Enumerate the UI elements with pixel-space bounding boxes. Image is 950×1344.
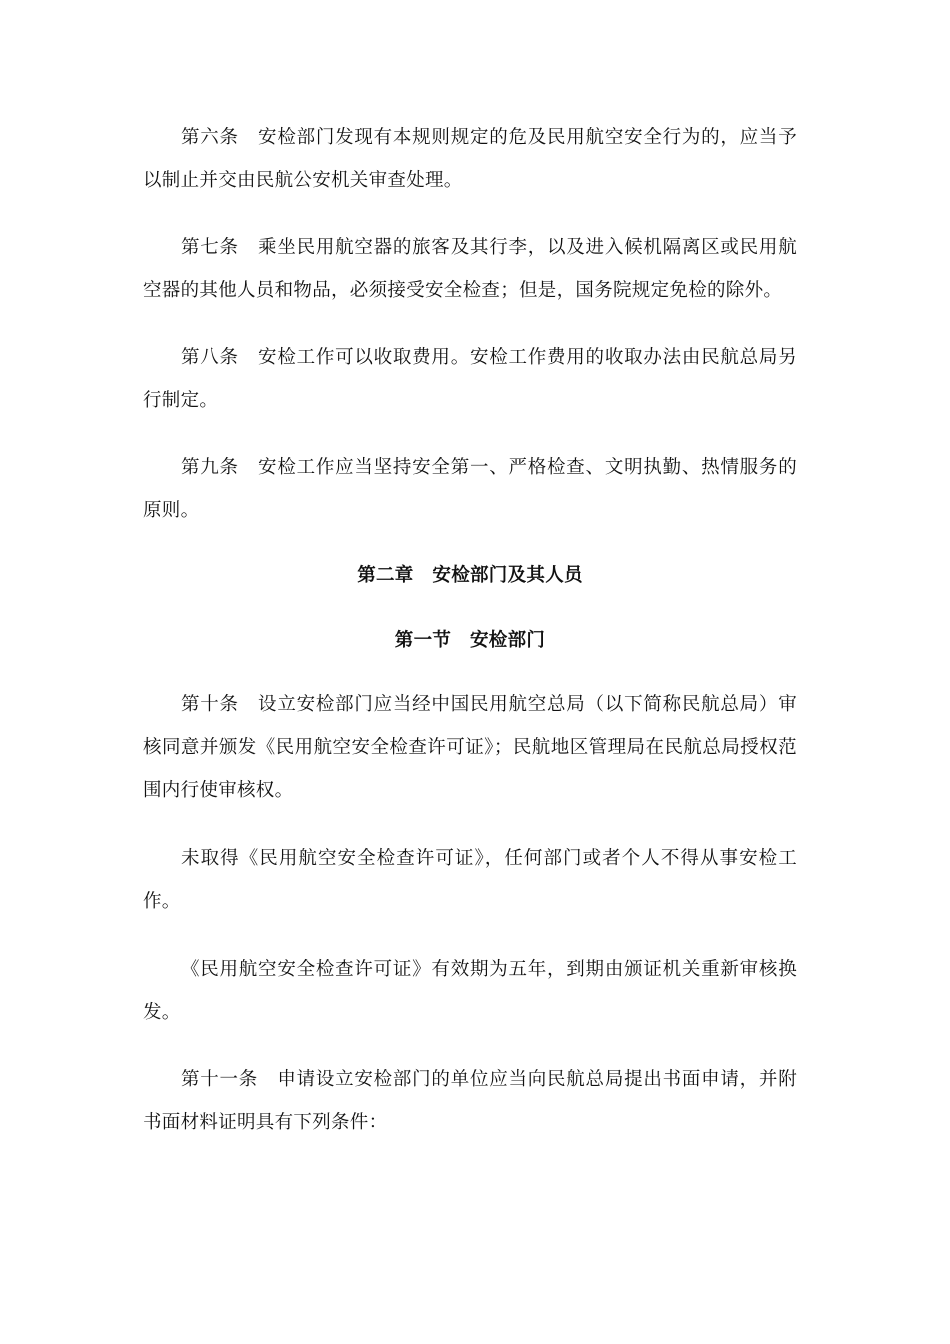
article-9-paragraph: 第九条 安检工作应当坚持安全第一、严格检查、文明执勤、热情服务的原则。 [143,457,797,521]
chapter-heading: 第二章 安检部门及其人员 [357,565,583,586]
article-10-paragraph: 第十条 设立安检部门应当经中国民用航空总局（以下简称民航总局）审核同意并颁发《民用航空安全检查许可证》；民航地区管理局在民航总局授权范围内行使审核权。 [143,694,797,801]
article-7-paragraph: 第七条 乘坐民用航空器的旅客及其行李，以及进入候机隔离区或民用航空器的其他人员和物品，必须接受安全检查；但是，国务院规定免检的除外。 [143,237,797,301]
article-11-paragraph: 第十一条 申请设立安检部门的单位应当向民航总局提出书面申请，并附书面材料证明具有下列条件： [143,1069,797,1133]
article-6-paragraph: 第六条 安检部门发现有本规则规定的危及民用航空安全行为的，应当予以制止并交由民航公安机关审查处理。 [143,127,797,191]
license-requirement-paragraph: 未取得《民用航空安全检查许可证》，任何部门或者个人不得从事安检工作。 [143,848,797,912]
article-8-paragraph: 第八条 安检工作可以收取费用。安检工作费用的收取办法由民航总局另行制定。 [143,347,797,411]
license-validity-paragraph: 《民用航空安全检查许可证》有效期为五年，到期由颁证机关重新审核换发。 [143,959,797,1023]
section-heading: 第一节 安检部门 [394,630,546,651]
